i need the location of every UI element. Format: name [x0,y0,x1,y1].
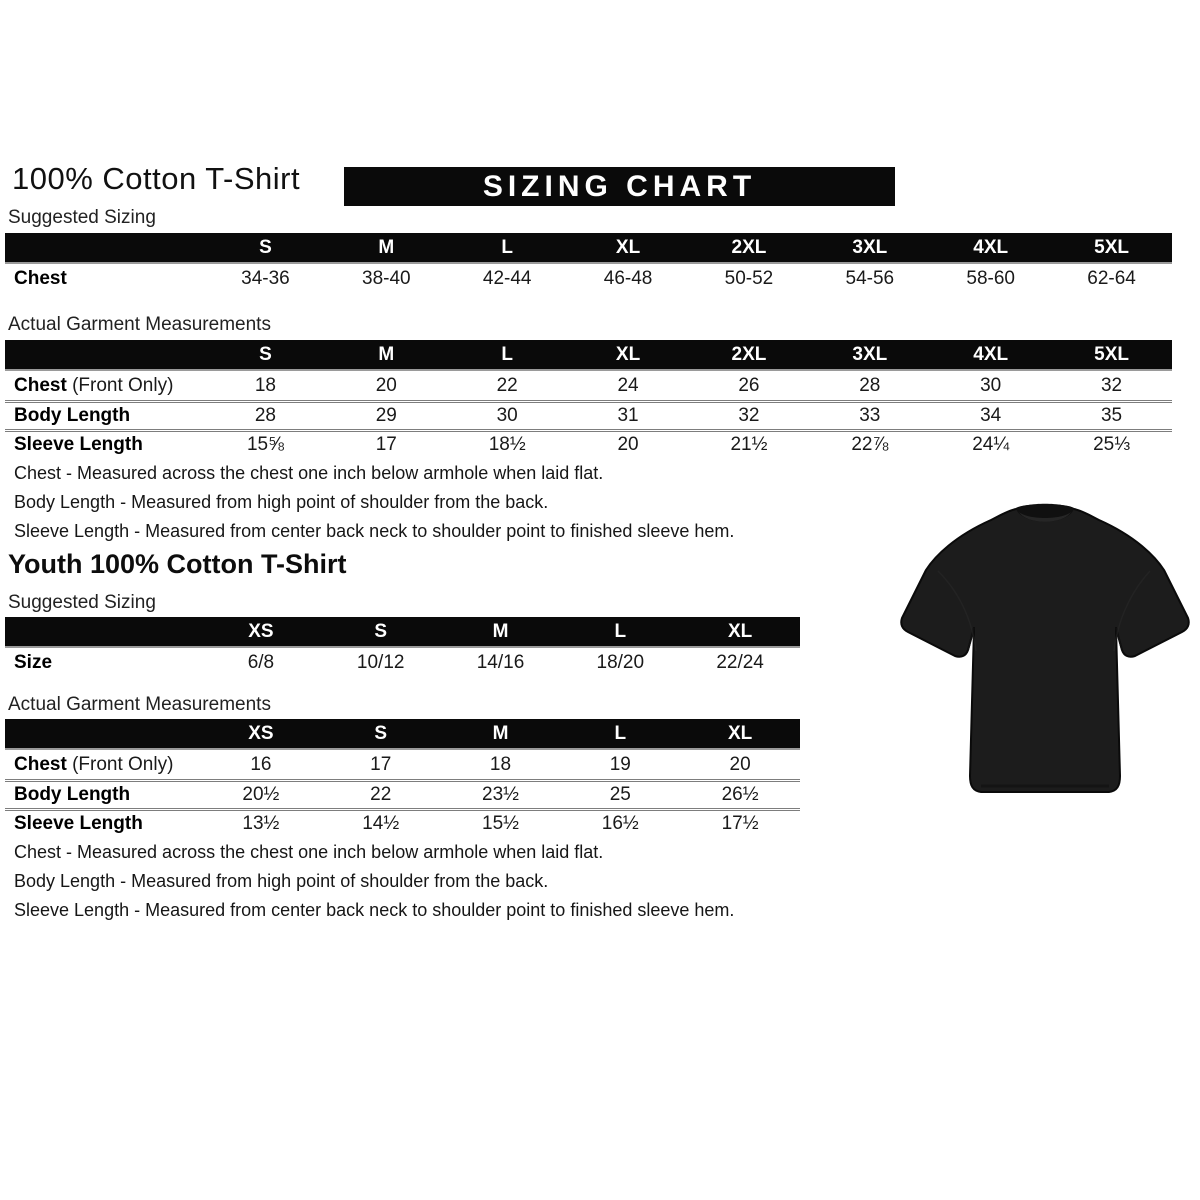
header-cell: XL [615,343,641,365]
header-cell: 3XL [852,343,888,365]
header-cell: M [378,343,395,365]
value-cell: 13½ [242,813,280,834]
row-label-bold: Chest [14,374,67,396]
table-body [5,748,800,837]
value-cell: 28 [254,405,276,426]
table-body [5,262,1172,293]
value-cell: 24 [617,374,639,396]
note-line: Sleeve Length - Measured from center back neck to shoulder point to finished sleeve hem. [14,900,735,920]
value-cell: 20 [375,374,397,396]
youth-title: Youth 100% Cotton T-Shirt [8,549,347,579]
value-cell: 20½ [242,784,280,805]
adult-actual-measurements-label: Actual Garment Measurements [8,314,271,335]
value-cell: 18 [489,753,512,775]
value-cell: 20 [617,434,639,455]
tshirt-icon [893,476,1195,816]
value-cell: 32 [1100,374,1123,396]
table-row [5,371,1172,400]
header-cell: 4XL [973,236,1009,258]
youth-suggested-sizing-label: Suggested Sizing [8,592,156,613]
header-cell: M [492,620,509,642]
header-cell: S [259,343,272,365]
value-cell: 23½ [482,784,519,805]
table-body [5,369,1172,458]
header-cell: L [501,236,513,258]
table-body [5,646,800,677]
adult-suggested-sizing-label: Suggested Sizing [8,207,156,228]
header-cell: XS [248,620,274,642]
value-cell: 26½ [721,784,759,805]
value-cell: 17 [375,434,397,455]
note-line: Sleeve Length - Measured from center back neck to shoulder point to finished sleeve hem. [14,521,735,541]
value-cell: 26 [738,374,760,396]
youth-actual-table [5,719,800,837]
value-cell: 46-48 [603,267,653,289]
header-cell: M [378,236,395,258]
table-row [5,648,800,677]
value-cell: 50-52 [724,267,774,289]
value-cell: 14/16 [476,651,525,673]
value-cell: 58-60 [966,267,1015,289]
adult-measurement-notes [14,459,734,546]
value-cell: 30 [496,405,518,426]
value-cell: 38-40 [362,267,411,289]
header-cell: L [614,722,627,744]
table-row [5,429,1172,458]
value-cell: 10/12 [356,651,405,673]
value-cell: 21½ [730,434,768,455]
table-row [5,750,800,779]
youth-actual-measurements-label: Actual Garment Measurements [8,694,271,715]
header-cell: S [259,236,272,258]
header-cell: 3XL [852,236,888,258]
value-cell: 34 [980,405,1002,426]
table-header-row [5,719,800,748]
header-cell: XL [727,620,753,642]
note-line: Body Length - Measured from high point of shoulder from the back. [14,492,549,512]
value-cell: 22⅞ [851,434,889,455]
header-cell: XL [615,236,641,258]
table-header-row [5,340,1172,369]
note-line: Body Length - Measured from high point of shoulder from the back. [14,871,549,891]
value-cell: 24¼ [972,434,1010,455]
value-cell: 42-44 [482,267,532,289]
value-cell: 25 [609,784,631,805]
value-cell: 14½ [362,813,400,834]
value-cell: 54-56 [845,267,895,289]
value-cell: 31 [617,405,639,426]
value-cell: 20 [729,753,751,775]
table-row [5,779,800,808]
header-cell: XL [727,722,753,744]
value-cell: 34-36 [241,267,290,289]
value-cell: 6/8 [247,651,275,673]
header-cell: 2XL [731,343,767,365]
header-cell: XS [248,722,274,744]
row-label: Size [14,651,53,673]
table-header-row [5,617,800,646]
value-cell: 15⅝ [246,434,284,455]
value-cell: 16 [250,753,272,775]
header-cell: 5XL [1094,236,1129,258]
value-cell: 25⅓ [1093,434,1131,455]
row-label: Body Length [14,405,131,426]
header-cell: 4XL [973,343,1009,365]
header-cell: L [614,620,627,642]
value-cell: 15½ [482,813,519,834]
row-label [5,754,201,776]
value-cell: 22/24 [716,651,764,673]
header-cell: S [374,722,388,744]
value-cell: 17 [370,753,392,775]
tshirt-photo [893,476,1195,816]
value-cell: 17½ [721,813,759,834]
row-label [5,375,205,397]
row-label: Chest [14,267,67,289]
value-cell: 29 [375,405,397,426]
youth-measurement-notes [14,838,734,925]
row-label-bold: Chest [14,753,67,775]
adult-title: 100% Cotton T-Shirt [12,161,301,196]
value-cell: 32 [738,405,760,426]
row-label: Sleeve Length [14,434,143,455]
value-cell: 18 [254,374,276,396]
value-cell: 19 [609,753,631,775]
value-cell: 35 [1100,405,1123,426]
header-cell: 2XL [731,236,767,258]
value-cell: 22 [370,784,392,805]
table-row [5,264,1172,293]
table-row [5,808,800,837]
sizing-chart-banner: SIZING CHART [344,167,895,206]
header-cell: M [492,722,509,744]
table-header-row [5,233,1172,262]
value-cell: 33 [859,405,881,426]
header-cell: L [501,343,513,365]
adult-suggested-table [5,233,1172,293]
youth-suggested-table [5,617,800,677]
value-cell: 22 [496,374,518,396]
table-row [5,400,1172,429]
value-cell: 62-64 [1087,267,1136,289]
value-cell: 16½ [601,813,639,834]
adult-actual-table [5,340,1172,458]
value-cell: 30 [980,374,1002,396]
header-cell: S [374,620,388,642]
header-cell: 5XL [1094,343,1129,365]
row-label: Sleeve Length [14,813,143,834]
note-line: Chest - Measured across the chest one inch below armhole when laid flat. [14,842,604,862]
row-label: Body Length [14,784,131,805]
note-line: Chest - Measured across the chest one inch below armhole when laid flat. [14,463,604,483]
value-cell: 18/20 [596,651,645,673]
value-cell: 28 [859,374,881,396]
row-label-suffix: (Front Only) [72,374,174,396]
row-label-suffix: (Front Only) [72,753,174,775]
value-cell: 18½ [488,434,526,455]
